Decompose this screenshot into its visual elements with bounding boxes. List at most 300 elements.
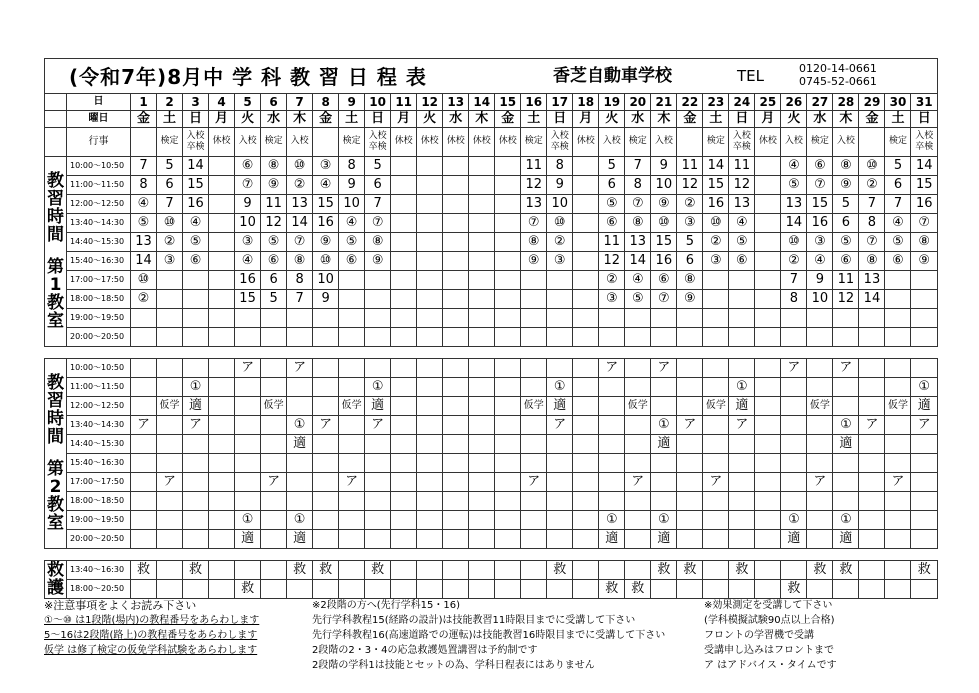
schedule-cell [469, 358, 495, 377]
schedule-cell: 13 [287, 194, 313, 213]
schedule-cell: ア [781, 358, 807, 377]
schedule-cell: ⑤ [261, 232, 287, 251]
schedule-cell [469, 579, 495, 598]
time-slot-label: 13:40〜16:30 [67, 560, 131, 579]
schedule-cell [729, 491, 755, 510]
schedule-cell [391, 415, 417, 434]
schedule-cell [755, 251, 781, 270]
schedule-cell [859, 377, 885, 396]
event-row-cell: 検定 [885, 127, 911, 156]
schedule-cell [677, 377, 703, 396]
schedule-cell [469, 491, 495, 510]
schedule-cell: ⑧ [521, 232, 547, 251]
schedule-cell [599, 434, 625, 453]
schedule-cell [235, 327, 261, 346]
weekday-row-cell: 金 [131, 110, 157, 127]
schedule-cell [729, 579, 755, 598]
schedule-cell: ① [651, 415, 677, 434]
weekday-row-cell: 土 [521, 110, 547, 127]
schedule-cell [209, 415, 235, 434]
schedule-cell [391, 579, 417, 598]
schedule-cell [391, 453, 417, 472]
weekday-row-cell: 日 [729, 110, 755, 127]
schedule-cell [755, 308, 781, 327]
schedule-cell [521, 510, 547, 529]
schedule-cell: ⑨ [261, 175, 287, 194]
schedule-cell: 救 [729, 560, 755, 579]
schedule-cell [521, 308, 547, 327]
schedule-cell [859, 358, 885, 377]
schedule-cell: 救 [287, 560, 313, 579]
schedule-cell [911, 453, 938, 472]
schedule-cell [859, 327, 885, 346]
schedule-cell [391, 156, 417, 175]
schedule-cell: ア [521, 472, 547, 491]
schedule-cell [573, 529, 599, 548]
schedule-cell [911, 289, 938, 308]
schedule-cell: ア [885, 472, 911, 491]
schedule-cell: ⑩ [859, 156, 885, 175]
tel-number-1: 0120-14-0661 [799, 62, 877, 75]
day-row-cell: 6 [261, 94, 287, 111]
schedule-cell: ア [625, 472, 651, 491]
schedule-cell: ② [781, 251, 807, 270]
schedule-cell: 11 [261, 194, 287, 213]
schedule-cell: 適 [287, 434, 313, 453]
weekday-row-cell: 火 [235, 110, 261, 127]
school-name: 香芝自動車学校 [553, 66, 672, 86]
schedule-cell [183, 289, 209, 308]
day-row-cell: 11 [391, 94, 417, 111]
schedule-cell: 11 [599, 232, 625, 251]
schedule-cell: ⑧ [625, 213, 651, 232]
schedule-cell [131, 327, 157, 346]
schedule-cell [651, 327, 677, 346]
tel-label: TEL [737, 67, 764, 85]
schedule-cell: ① [365, 377, 391, 396]
time-slot-label: 20:00〜20:50 [67, 529, 131, 548]
schedule-cell: 適 [547, 396, 573, 415]
schedule-cell [313, 529, 339, 548]
schedule-cell: 12 [833, 289, 859, 308]
schedule-cell [573, 560, 599, 579]
schedule-cell [339, 327, 365, 346]
schedule-cell: 11 [729, 156, 755, 175]
schedule-cell [443, 194, 469, 213]
day-row-cell: 1 [131, 94, 157, 111]
schedule-cell: 10 [313, 270, 339, 289]
schedule-cell [755, 396, 781, 415]
schedule-cell: 10 [235, 213, 261, 232]
schedule-cell: 救 [599, 579, 625, 598]
schedule-cell: 7 [287, 289, 313, 308]
time-slot-label: 14:40〜15:30 [67, 232, 131, 251]
schedule-cell [495, 491, 521, 510]
schedule-cell [911, 491, 938, 510]
schedule-cell [703, 415, 729, 434]
schedule-cell [183, 308, 209, 327]
schedule-cell [157, 491, 183, 510]
schedule-cell: 13 [729, 194, 755, 213]
note-line: ※注意事項をよくお読み下さい [44, 599, 197, 612]
schedule-cell [235, 453, 261, 472]
blank-cell [45, 110, 67, 127]
schedule-cell [131, 491, 157, 510]
schedule-cell: ② [599, 270, 625, 289]
schedule-cell [547, 472, 573, 491]
schedule-cell [495, 396, 521, 415]
schedule-cell: 11 [677, 156, 703, 175]
note-line: 2段階の学科1は技能とセットの為、学科日程表にはありません [312, 660, 595, 671]
weekday-row-cell: 月 [755, 110, 781, 127]
schedule-cell: 5 [365, 156, 391, 175]
schedule-cell [391, 251, 417, 270]
schedule-cell: ア [287, 358, 313, 377]
schedule-cell [781, 327, 807, 346]
schedule-cell [469, 175, 495, 194]
schedule-cell [729, 308, 755, 327]
schedule-cell: 12 [729, 175, 755, 194]
schedule-cell [859, 579, 885, 598]
tel-numbers [799, 62, 877, 88]
schedule-cell [885, 358, 911, 377]
schedule-cell: ア [911, 415, 938, 434]
schedule-cell [365, 327, 391, 346]
time-slot-label: 12:00〜12:50 [67, 194, 131, 213]
schedule-cell: ③ [313, 156, 339, 175]
schedule-cell: ア [859, 415, 885, 434]
schedule-cell: 16 [651, 251, 677, 270]
schedule-cell [677, 396, 703, 415]
event-row-cell: 休校 [391, 127, 417, 156]
schedule-cell [339, 377, 365, 396]
gap-cell [45, 346, 938, 358]
schedule-cell [625, 491, 651, 510]
schedule-cell [183, 453, 209, 472]
room2-row [45, 415, 938, 434]
schedule-cell: ア [183, 415, 209, 434]
schedule-cell: 8 [547, 156, 573, 175]
schedule-cell: ア [365, 415, 391, 434]
schedule-cell [573, 358, 599, 377]
time-slot-label: 11:00〜11:50 [67, 377, 131, 396]
schedule-cell: 適 [781, 529, 807, 548]
day-row-label: 日 [67, 94, 131, 111]
schedule-cell [469, 560, 495, 579]
time-slot-label: 18:00〜18:50 [67, 491, 131, 510]
schedule-cell: ⑥ [235, 156, 261, 175]
schedule-cell: ① [651, 510, 677, 529]
schedule-cell: ⑨ [365, 251, 391, 270]
schedule-cell: ⑤ [729, 232, 755, 251]
side-char: 教 [47, 293, 64, 313]
schedule-cell [365, 579, 391, 598]
schedule-cell [885, 289, 911, 308]
schedule-cell [443, 415, 469, 434]
schedule-cell: 8 [781, 289, 807, 308]
room1-row [45, 270, 938, 289]
schedule-cell [417, 529, 443, 548]
room1-row [45, 156, 938, 175]
schedule-cell [521, 434, 547, 453]
schedule-cell: ④ [885, 213, 911, 232]
time-slot-label: 13:40〜14:30 [67, 415, 131, 434]
side-char: 習 [47, 189, 64, 209]
time-slot-label: 18:00〜18:50 [67, 289, 131, 308]
schedule-cell [885, 491, 911, 510]
schedule-table [44, 58, 938, 599]
room2-row [45, 377, 938, 396]
schedule-cell: 仮学 [703, 396, 729, 415]
event-row-cell [677, 127, 703, 156]
event-row-cell: 休校 [443, 127, 469, 156]
day-row-cell: 28 [833, 94, 859, 111]
schedule-cell [417, 415, 443, 434]
gap-cell [45, 548, 938, 560]
schedule-cell [339, 308, 365, 327]
event-row-cell: 休校 [417, 127, 443, 156]
schedule-cell [313, 377, 339, 396]
schedule-cell [755, 194, 781, 213]
schedule-cell [703, 453, 729, 472]
schedule-cell [833, 308, 859, 327]
schedule-cell [391, 560, 417, 579]
schedule-cell: ④ [781, 156, 807, 175]
schedule-cell: ⑨ [833, 175, 859, 194]
schedule-cell [443, 434, 469, 453]
schedule-cell [573, 156, 599, 175]
day-row-cell: 29 [859, 94, 885, 111]
schedule-cell: ⑦ [651, 289, 677, 308]
day-row-cell: 3 [183, 94, 209, 111]
schedule-cell [313, 472, 339, 491]
schedule-cell [807, 510, 833, 529]
schedule-cell [833, 472, 859, 491]
event-row-cell: 入校 卒検 [547, 127, 573, 156]
schedule-cell: 救 [131, 560, 157, 579]
schedule-cell [391, 232, 417, 251]
schedule-cell: 救 [313, 560, 339, 579]
schedule-cell [209, 491, 235, 510]
event-row-cell: 入校 卒検 [183, 127, 209, 156]
schedule-cell: 仮学 [157, 396, 183, 415]
schedule-cell [625, 327, 651, 346]
schedule-cell [625, 358, 651, 377]
side-char: 護 [47, 578, 64, 598]
event-row-cell: 入校 [235, 127, 261, 156]
schedule-cell: ⑦ [625, 194, 651, 213]
schedule-cell [521, 415, 547, 434]
event-row-cell: 検定 [339, 127, 365, 156]
schedule-cell [443, 377, 469, 396]
room2-row [45, 434, 938, 453]
schedule-cell [859, 491, 885, 510]
schedule-cell: ア [547, 415, 573, 434]
schedule-cell [729, 453, 755, 472]
schedule-cell [443, 327, 469, 346]
schedule-cell [443, 396, 469, 415]
schedule-cell [417, 156, 443, 175]
schedule-cell [469, 327, 495, 346]
schedule-cell [495, 510, 521, 529]
event-row-label: 行事 [67, 127, 131, 156]
room2-row [45, 510, 938, 529]
schedule-cell [755, 175, 781, 194]
schedule-cell [859, 308, 885, 327]
schedule-cell [365, 510, 391, 529]
schedule-cell [469, 396, 495, 415]
event-row-cell: 入校 卒検 [365, 127, 391, 156]
schedule-cell: 14 [183, 156, 209, 175]
schedule-cell: 7 [157, 194, 183, 213]
side-char: 第 [47, 459, 64, 479]
schedule-cell [287, 491, 313, 510]
schedule-cell: 5 [261, 289, 287, 308]
schedule-cell [209, 156, 235, 175]
schedule-cell: ⑤ [339, 232, 365, 251]
schedule-cell [469, 213, 495, 232]
weekday-row-cell: 月 [573, 110, 599, 127]
weekday-row-cell: 木 [833, 110, 859, 127]
note-line: 先行学科教程16(高速道路での運転)は技能教習16時限目までに受講して下さい [312, 630, 666, 641]
schedule-cell [131, 579, 157, 598]
schedule-cell: 7 [885, 194, 911, 213]
side-char: 時 [47, 409, 64, 429]
schedule-cell [339, 579, 365, 598]
schedule-cell: 15 [183, 175, 209, 194]
schedule-cell [157, 529, 183, 548]
weekday-row-cell: 木 [651, 110, 677, 127]
schedule-cell [339, 434, 365, 453]
blank-cell [45, 127, 67, 156]
schedule-cell [807, 434, 833, 453]
schedule-cell [313, 434, 339, 453]
schedule-cell [573, 377, 599, 396]
schedule-cell [755, 579, 781, 598]
schedule-cell [183, 327, 209, 346]
schedule-cell: 8 [859, 213, 885, 232]
schedule-cell [313, 510, 339, 529]
schedule-cell [261, 415, 287, 434]
schedule-cell: ⑥ [261, 251, 287, 270]
schedule-cell: 適 [911, 396, 938, 415]
schedule-cell: 仮学 [807, 396, 833, 415]
schedule-cell: ア [339, 472, 365, 491]
schedule-cell: 5 [599, 156, 625, 175]
schedule-cell: ア [313, 415, 339, 434]
weekday-row-cell: 金 [495, 110, 521, 127]
day-row-cell: 30 [885, 94, 911, 111]
schedule-cell: ⑨ [677, 289, 703, 308]
schedule-cell [469, 232, 495, 251]
schedule-cell: ⑧ [677, 270, 703, 289]
schedule-cell: 16 [807, 213, 833, 232]
schedule-cell [391, 175, 417, 194]
schedule-cell: 6 [157, 175, 183, 194]
day-row-cell: 12 [417, 94, 443, 111]
schedule-cell: 救 [625, 579, 651, 598]
schedule-cell: ① [781, 510, 807, 529]
schedule-cell: ④ [313, 175, 339, 194]
schedule-cell [495, 213, 521, 232]
schedule-cell: ⑥ [651, 270, 677, 289]
schedule-cell: ④ [625, 270, 651, 289]
schedule-cell [885, 415, 911, 434]
schedule-cell: 14 [911, 156, 938, 175]
schedule-cell [651, 308, 677, 327]
schedule-cell: 13 [859, 270, 885, 289]
schedule-cell [885, 510, 911, 529]
schedule-cell [729, 270, 755, 289]
schedule-cell [807, 358, 833, 377]
schedule-cell: 9 [313, 289, 339, 308]
schedule-cell: 16 [183, 194, 209, 213]
note-line: フロントの学習機で受講 [704, 630, 814, 641]
schedule-cell: 6 [599, 175, 625, 194]
schedule-cell [391, 270, 417, 289]
time-slot-label: 10:00〜10:50 [67, 156, 131, 175]
event-row-cell: 入校 卒検 [911, 127, 938, 156]
schedule-cell [391, 289, 417, 308]
schedule-cell: 適 [833, 434, 859, 453]
schedule-cell [287, 453, 313, 472]
schedule-cell [677, 308, 703, 327]
schedule-cell [469, 308, 495, 327]
event-row-cell: 検定 [807, 127, 833, 156]
schedule-cell [157, 434, 183, 453]
side-char: 習 [47, 391, 64, 411]
room1-row [45, 327, 938, 346]
schedule-cell: 14 [287, 213, 313, 232]
schedule-cell [677, 327, 703, 346]
schedule-cell [495, 270, 521, 289]
schedule-cell: ⑤ [625, 289, 651, 308]
schedule-cell [599, 472, 625, 491]
schedule-cell: ⑤ [781, 175, 807, 194]
schedule-cell [911, 529, 938, 548]
room1-row [45, 289, 938, 308]
time-slot-label: 11:00〜11:50 [67, 175, 131, 194]
schedule-cell: 6 [885, 175, 911, 194]
schedule-cell: ④ [339, 213, 365, 232]
schedule-cell [755, 213, 781, 232]
day-row-cell: 2 [157, 94, 183, 111]
schedule-cell [365, 529, 391, 548]
schedule-cell [391, 529, 417, 548]
schedule-cell [625, 434, 651, 453]
schedule-cell [573, 232, 599, 251]
schedule-cell: ⑧ [365, 232, 391, 251]
schedule-cell [495, 175, 521, 194]
schedule-cell: ③ [599, 289, 625, 308]
day-row-cell: 20 [625, 94, 651, 111]
schedule-cell [469, 270, 495, 289]
schedule-cell [443, 358, 469, 377]
schedule-cell [495, 232, 521, 251]
schedule-cell: 救 [911, 560, 938, 579]
note-line: ①〜⑩ は1段階(場内)の教程番号をあらわします [44, 615, 260, 626]
schedule-cell [703, 560, 729, 579]
schedule-cell [209, 396, 235, 415]
schedule-cell: ② [677, 194, 703, 213]
schedule-sheet [44, 58, 937, 599]
weekday-row-cell: 土 [885, 110, 911, 127]
schedule-cell [755, 232, 781, 251]
schedule-cell: ⑦ [521, 213, 547, 232]
schedule-cell [391, 434, 417, 453]
schedule-cell [677, 472, 703, 491]
schedule-cell: ア [677, 415, 703, 434]
